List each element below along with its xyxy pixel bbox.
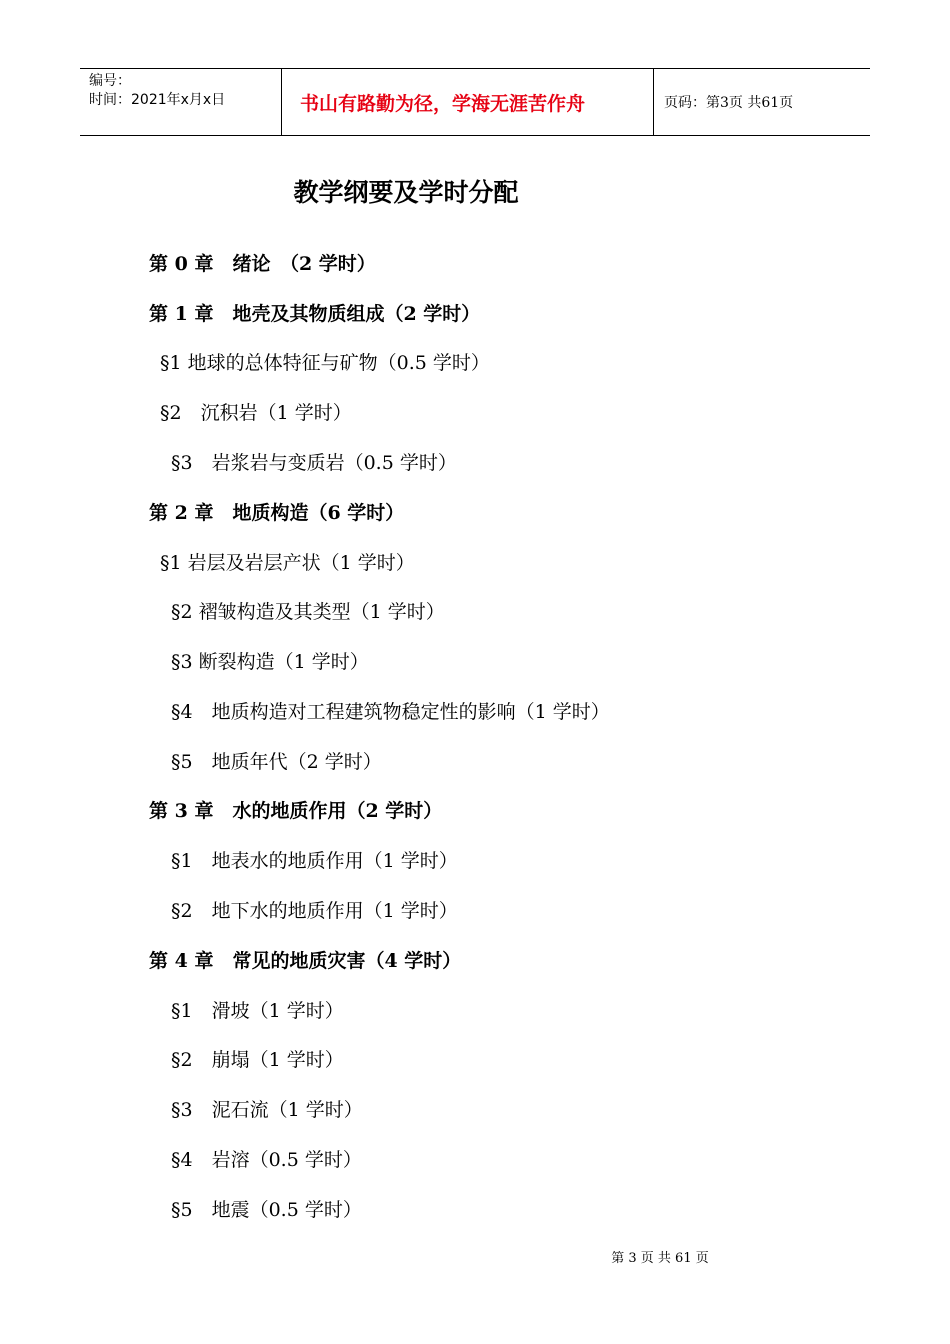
outline-section: §5 地震（0.5 学时） [171,1199,362,1221]
outline-section: §5 地质年代（2 学时） [171,751,382,773]
outline-section: §3 断裂构造（1 学时） [171,651,369,673]
outline-section: §2 沉积岩（1 学时） [160,402,352,424]
outline-section: §1 地表水的地质作用（1 学时） [171,850,458,872]
outline-chapter: 第 1 章 地壳及其物质组成（2 学时） [149,303,481,325]
outline-section: §1 地球的总体特征与矿物（0.5 学时） [160,352,490,374]
outline-chapter: 第 2 章 地质构造（6 学时） [149,502,405,524]
outline-section: §4 岩溶（0.5 学时） [171,1149,362,1171]
outline-chapter: 第 3 章 水的地质作用（2 学时） [149,800,443,822]
outline-section: §2 崩塌（1 学时） [171,1049,344,1071]
time-label: 时间：2021年x月x日 [89,92,226,108]
page-code: 页码：第3页 共61页 [664,95,794,111]
motto-text: 书山有路勤为径，学海无涯苦作舟 [300,92,586,115]
outline-section: §1 岩层及岩层产状（1 学时） [160,552,415,574]
document-title: 教学纲要及学时分配 [293,178,519,207]
number-label: 编号： [89,73,131,89]
outline-chapter: 第 4 章 常见的地质灾害（4 学时） [149,950,462,972]
outline-section: §1 滑坡（1 学时） [171,1000,344,1022]
page-footer: 第 3 页 共 61 页 [611,1251,709,1266]
outline-section: §4 地质构造对工程建筑物稳定性的影响（1 学时） [171,701,610,723]
outline-section: §2 褶皱构造及其类型（1 学时） [171,601,445,623]
outline-section: §3 泥石流（1 学时） [171,1099,363,1121]
outline-chapter: 第 0 章 绪论 （2 学时） [149,253,376,275]
outline-section: §2 地下水的地质作用（1 学时） [171,900,458,922]
outline-section: §3 岩浆岩与变质岩（0.5 学时） [171,452,457,474]
